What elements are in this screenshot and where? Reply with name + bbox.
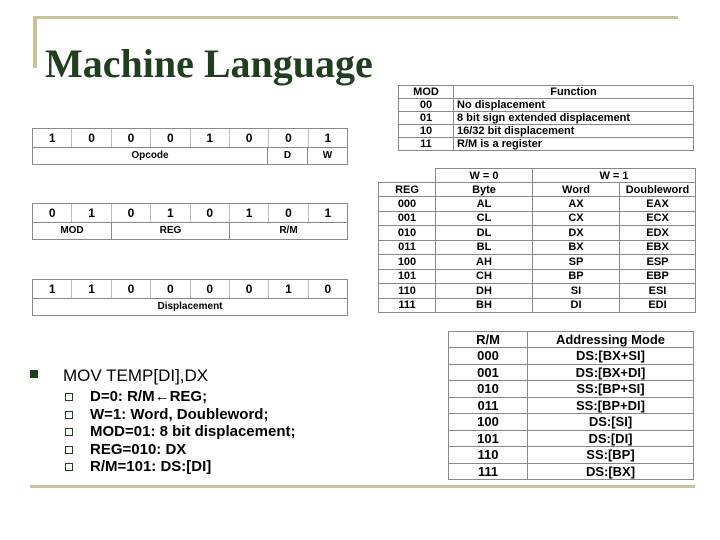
field-label: W: [322, 150, 333, 161]
doubleword-register: ECX: [620, 211, 696, 226]
byte-register: BL: [436, 240, 533, 255]
field-label: REG: [112, 223, 230, 239]
mod-header: MOD: [399, 86, 454, 99]
mod-code: 00: [399, 99, 454, 112]
reg-row: [379, 211, 696, 226]
rm-row: [449, 348, 694, 365]
addressing-mode-header: Addressing Mode: [528, 332, 694, 348]
sub-bullet-text: R/M=101: DS:[DI]: [90, 458, 212, 475]
reg-row: [379, 255, 696, 270]
bit-value: 0: [269, 129, 308, 147]
addressing-mode: DS:[SI]: [528, 414, 694, 431]
reg-row: [379, 226, 696, 241]
doubleword-register: EDX: [620, 226, 696, 241]
bit-value: 0: [269, 204, 308, 222]
rm-code: 101: [449, 430, 528, 447]
main-bullet-text: MOV TEMP[DI],DX: [63, 366, 209, 385]
reg-corner: [379, 169, 436, 183]
mod-function: 8 bit sign extended displacement: [454, 112, 694, 125]
reg-code: 000: [379, 197, 436, 212]
rm-code: 001: [449, 364, 528, 381]
bit-row: [33, 204, 347, 223]
sub-bullet-text: W=1: Word, Doubleword;: [90, 405, 269, 423]
bit-row: [33, 280, 347, 299]
word-register: DX: [533, 226, 620, 241]
reg-code: 101: [379, 269, 436, 284]
rm-code: 011: [449, 397, 528, 414]
field-label: D: [268, 148, 308, 164]
modrm-bitfield: [32, 203, 348, 240]
doubleword-register: EBX: [620, 240, 696, 255]
mod-function: 16/32 bit displacement: [454, 125, 694, 138]
slide-title: Machine Language: [45, 41, 373, 86]
word-register: SP: [533, 255, 620, 270]
mod-table: [398, 85, 694, 151]
addressing-mode: DS:[BX]: [528, 463, 694, 480]
sub-bullet-text: D=0: R/M←REG;: [90, 388, 208, 405]
rm-row: [449, 397, 694, 414]
reg-code: 001: [379, 211, 436, 226]
mod-code: 01: [399, 112, 454, 125]
doubleword-register: EAX: [620, 197, 696, 212]
bit-value: 0: [151, 280, 190, 298]
mod-row: [399, 138, 694, 151]
decor-top-line: [33, 16, 678, 19]
byte-register: BH: [436, 298, 533, 313]
word-register: DI: [533, 298, 620, 313]
reg-code: 111: [379, 298, 436, 313]
mod-function: R/M is a register: [454, 138, 694, 151]
byte-register: CL: [436, 211, 533, 226]
byte-header: Byte: [436, 183, 533, 197]
field-row: [33, 148, 347, 164]
word-register: SI: [533, 284, 620, 299]
addressing-mode: SS:[BP+SI]: [528, 381, 694, 398]
displacement-bitfield: [32, 279, 348, 316]
rm-code: 000: [449, 348, 528, 365]
field-row: [33, 223, 347, 239]
bit-value: 1: [324, 131, 332, 145]
square-bullet-icon: [30, 370, 38, 378]
mod-row: [399, 99, 694, 112]
reg-row: [379, 197, 696, 212]
mod-code: 11: [399, 138, 454, 151]
rm-code: 010: [449, 381, 528, 398]
rm-code: 100: [449, 414, 528, 431]
byte-register: DH: [436, 284, 533, 299]
doubleword-register: EDI: [620, 298, 696, 313]
bit-value: 0: [72, 129, 111, 147]
sub-bullet-text: REG=010: DX: [90, 440, 187, 458]
w0-label: W = 0: [436, 169, 533, 183]
bit-value: 1: [324, 206, 332, 220]
bit-value: 0: [112, 280, 151, 298]
reg-row: [379, 269, 696, 284]
hollow-square-bullet-icon: [65, 446, 73, 454]
field-label: R/M: [279, 225, 298, 236]
rm-table: [448, 331, 694, 480]
bit-value: 0: [112, 129, 151, 147]
bit-value: 0: [191, 280, 230, 298]
hollow-square-bullet-icon: [65, 428, 73, 436]
byte-register: AH: [436, 255, 533, 270]
hollow-square-bullet-icon: [65, 463, 73, 471]
word-register: AX: [533, 197, 620, 212]
decor-bottom-line: [30, 485, 695, 488]
hollow-square-bullet-icon: [65, 393, 73, 401]
function-header: Function: [454, 86, 694, 99]
addressing-mode: SS:[BP+DI]: [528, 397, 694, 414]
mod-row: [399, 125, 694, 138]
word-header: Word: [533, 183, 620, 197]
doubleword-register: ESI: [620, 284, 696, 299]
reg-row: [379, 298, 696, 313]
bit-value: 0: [230, 129, 269, 147]
word-register: BP: [533, 269, 620, 284]
rm-row: [449, 414, 694, 431]
bit-value: 1: [33, 280, 72, 298]
rm-row: [449, 447, 694, 464]
doubleword-register: ESP: [620, 255, 696, 270]
doubleword-header: Doubleword: [620, 183, 696, 197]
field-row: [33, 299, 347, 315]
bit-value: 0: [230, 280, 269, 298]
reg-row: [379, 240, 696, 255]
doubleword-register: EBP: [620, 269, 696, 284]
byte-register: CH: [436, 269, 533, 284]
rm-code: 110: [449, 447, 528, 464]
reg-table: [378, 168, 696, 313]
addressing-mode: SS:[BP]: [528, 447, 694, 464]
reg-code: 010: [379, 226, 436, 241]
sub-bullet-text: MOD=01: 8 bit displacement;: [90, 423, 296, 440]
bit-value: 0: [324, 282, 332, 296]
bit-value: 0: [112, 204, 151, 222]
word-register: CX: [533, 211, 620, 226]
bit-value: 1: [191, 129, 230, 147]
reg-header: REG: [379, 183, 436, 197]
reg-code: 110: [379, 284, 436, 299]
bit-row: [33, 129, 347, 148]
byte-register: DL: [436, 226, 533, 241]
rm-row: [449, 364, 694, 381]
bit-value: 1: [72, 204, 111, 222]
opcode-bitfield: [32, 128, 348, 165]
reg-code: 100: [379, 255, 436, 270]
field-label: MOD: [33, 223, 112, 239]
reg-row: [379, 284, 696, 299]
bit-value: 1: [269, 280, 308, 298]
bit-value: 0: [33, 204, 72, 222]
rm-row: [449, 381, 694, 398]
word-register: BX: [533, 240, 620, 255]
mod-function: No displacement: [454, 99, 694, 112]
addressing-mode: DS:[BX+SI]: [528, 348, 694, 365]
bit-value: 1: [72, 280, 111, 298]
addressing-mode: DS:[DI]: [528, 430, 694, 447]
field-label: Displacement: [157, 301, 223, 312]
mod-row: [399, 112, 694, 125]
addressing-mode: DS:[BX+DI]: [528, 364, 694, 381]
bit-value: 1: [151, 204, 190, 222]
w1-label: W = 1: [533, 169, 696, 183]
bit-value: 1: [230, 204, 269, 222]
bit-value: 0: [151, 129, 190, 147]
hollow-square-bullet-icon: [65, 411, 73, 419]
bit-value: 0: [191, 204, 230, 222]
reg-code: 011: [379, 240, 436, 255]
rm-row: [449, 463, 694, 480]
mod-code: 10: [399, 125, 454, 138]
bit-value: 1: [33, 129, 72, 147]
rm-row: [449, 430, 694, 447]
field-label: Opcode: [33, 148, 268, 164]
decor-vertical-line: [33, 16, 37, 68]
rm-header: R/M: [449, 332, 528, 348]
rm-code: 111: [449, 463, 528, 480]
byte-register: AL: [436, 197, 533, 212]
